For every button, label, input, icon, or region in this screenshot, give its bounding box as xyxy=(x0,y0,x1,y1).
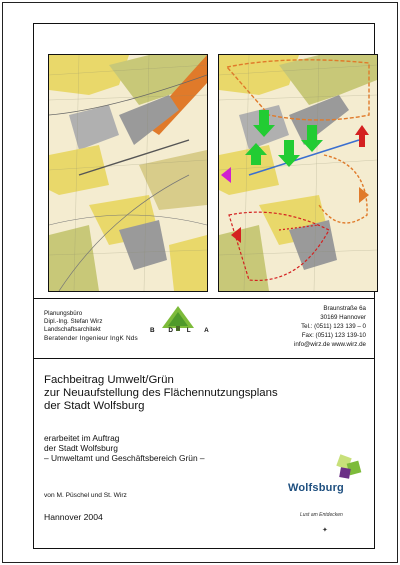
engineer-tag: Beratender Ingenieur IngK Nds xyxy=(44,334,138,342)
wolfsburg-logo-squares-icon xyxy=(286,454,368,484)
document-title xyxy=(44,374,344,414)
office-block xyxy=(34,298,374,359)
map-current-state xyxy=(48,54,208,292)
telephone: Tel.: (0511) 123 139 – 0 xyxy=(301,323,366,330)
document-page xyxy=(2,2,398,563)
web-email: info@wirz.de www.wirz.de xyxy=(294,341,366,348)
commission-line-3: – Umweltamt und Geschäftsbereich Grün – xyxy=(44,452,205,463)
map-section xyxy=(34,24,374,299)
office-contact-block xyxy=(294,304,366,349)
office-name-block xyxy=(44,310,138,343)
emblem-icon: ✦ xyxy=(322,527,328,534)
commission-line-2: der Stadt Wolfsburg xyxy=(44,442,118,453)
commission-line-1: erarbeitet im Auftrag xyxy=(44,433,120,443)
bdla-letters: B D L A xyxy=(150,327,215,334)
title-line-2: zur Neuaufstellung des Flächennutzungsplans xyxy=(44,387,278,400)
wolfsburg-wordmark: Wolfsburg xyxy=(288,482,344,494)
wolfsburg-logo xyxy=(286,454,368,546)
map-development-concept xyxy=(218,54,378,292)
cover-frame xyxy=(33,23,375,549)
place-year: Hannover 2004 xyxy=(44,512,103,522)
title-line-1: Fachbeitrag Umwelt/Grün xyxy=(44,374,174,386)
firm-label: Planungsbüro xyxy=(44,310,83,317)
bdla-logo xyxy=(152,304,204,344)
person-role: Landschaftsarchitekt xyxy=(44,326,101,334)
wolfsburg-slogan: Lust am Entdecken xyxy=(300,512,343,518)
title-line-3: der Stadt Wolfsburg xyxy=(44,400,145,413)
street: Braunstraße 6a xyxy=(323,305,366,312)
person-name: Dipl.-Ing. Stefan Wirz xyxy=(44,318,103,326)
city: 30169 Hannover xyxy=(320,314,366,321)
commission-block xyxy=(44,434,264,463)
authors: von M. Püschel und St. Wirz xyxy=(44,492,127,499)
fax: Fax: (0511) 123 139-10 xyxy=(301,332,366,339)
